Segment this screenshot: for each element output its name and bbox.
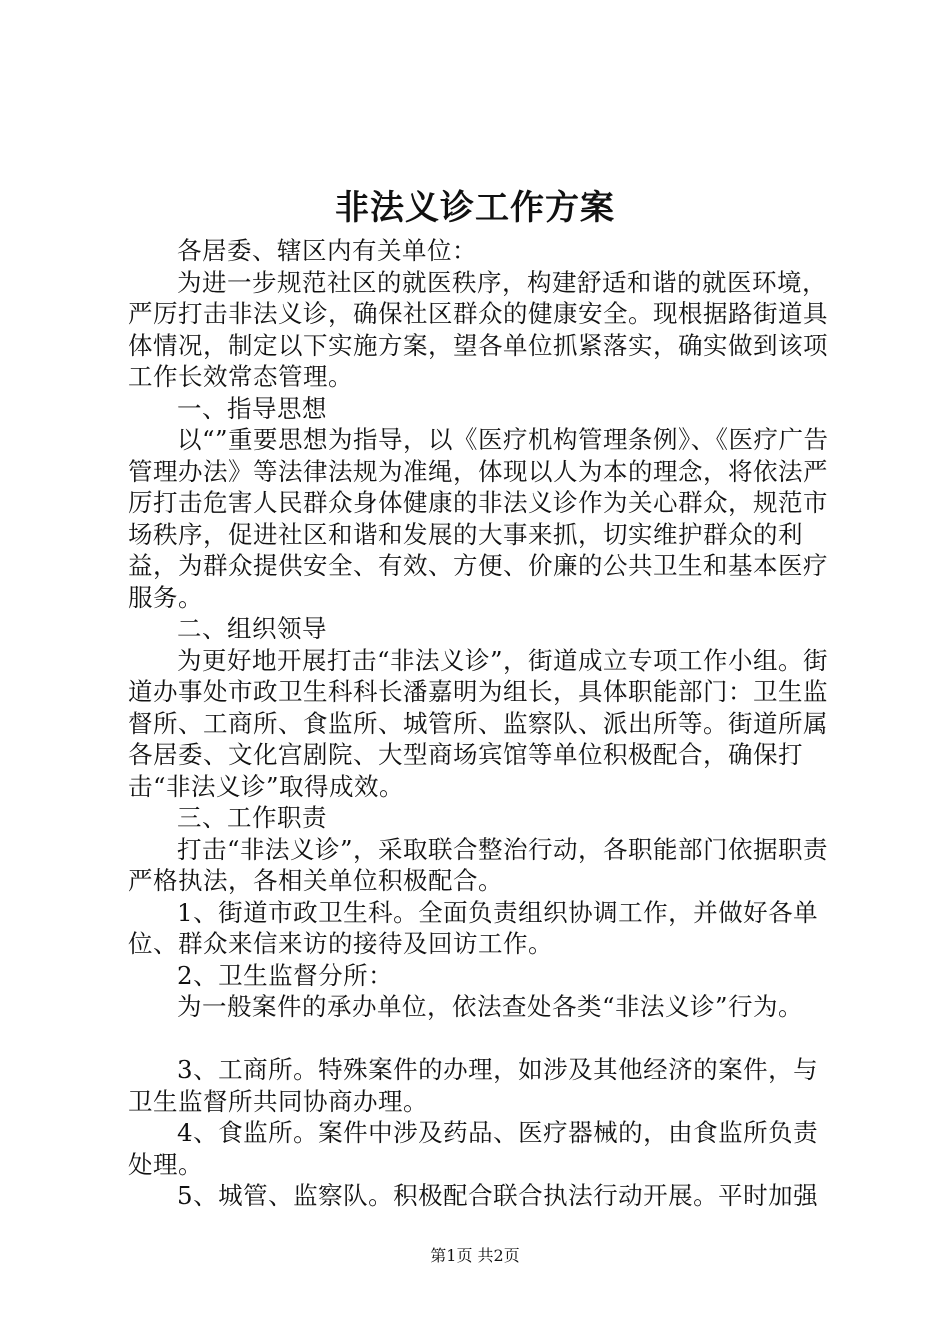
guiding-ideology-paragraph: 以“”重要思想为指导，以《医疗机构管理条例》、《医疗广告管理办法》等法律法规为准绳，体现以人为本的理念，将依法严厉打击危害人民群众身体健康的非法义诊作为关心群众，规范市场秩序，促进社区和谐和发展的大事来抓，切实维护群众的利益，为群众提供安全、有效、方便、价廉的公共卫生和基本医疗服务。 bbox=[128, 425, 829, 612]
responsibility-item-2-detail: 为一般案件的承办单位，依法查处各类“非法义诊”行为。 bbox=[177, 992, 804, 1021]
responsibilities-paragraph: 打击“非法义诊”，采取联合整治行动，各职能部门依据职责严格执法，各相关单位积极配合。 bbox=[128, 834, 829, 895]
organization-paragraph: 为更好地开展打击“非法义诊”，街道成立专项工作小组。街道办事处市政卫生科科长潘嘉明为组长，具体职能部门：卫生监督所、工商所、食监所、城管所、监察队、派出所等。街道所属各居委、文化宫剧院、大型商场宾馆等单位积极配合，确保打击“非法义诊”取得成效。 bbox=[128, 645, 829, 801]
salutation: 各居委、辖区内有关单位： bbox=[177, 236, 477, 265]
responsibility-item-2: 2、卫生监督分所： bbox=[177, 960, 394, 990]
responsibility-item-5: 5、城管、监察队。积极配合联合执法行动开展。平时加强 bbox=[177, 1181, 819, 1210]
intro-paragraph: 为进一步规范社区的就医秩序，构建舒适和谐的就医环境，严厉打击非法义诊，确保社区群众的健康安全。现根据路街道具体情况，制定以下实施方案，望各单位抓紧落实，确实做到该项工作长效常态管理。 bbox=[128, 267, 828, 391]
section-heading-organization: 二、组织领导 bbox=[177, 614, 327, 643]
responsibility-item-4: 4、食监所。案件中涉及药品、医疗器械的，由食监所负责处理。 bbox=[128, 1118, 819, 1179]
section-heading-guiding-ideology: 一、指导思想 bbox=[177, 393, 327, 423]
document-title: 非法义诊工作方案 bbox=[335, 188, 615, 228]
document-body bbox=[128, 235, 838, 1212]
responsibility-item-3: 3、工商所。特殊案件的办理，如涉及其他经济的案件，与卫生监督所共同协商办理。 bbox=[128, 1055, 819, 1116]
section-heading-responsibilities: 三、工作职责 bbox=[177, 803, 327, 832]
blank-line bbox=[128, 1023, 838, 1055]
page-footer: 第1页 共2页 bbox=[430, 1246, 520, 1265]
responsibility-item-1: 1、街道市政卫生科。全面负责组织协调工作，并做好各单位、群众来信来访的接待及回访工作。 bbox=[128, 897, 819, 958]
